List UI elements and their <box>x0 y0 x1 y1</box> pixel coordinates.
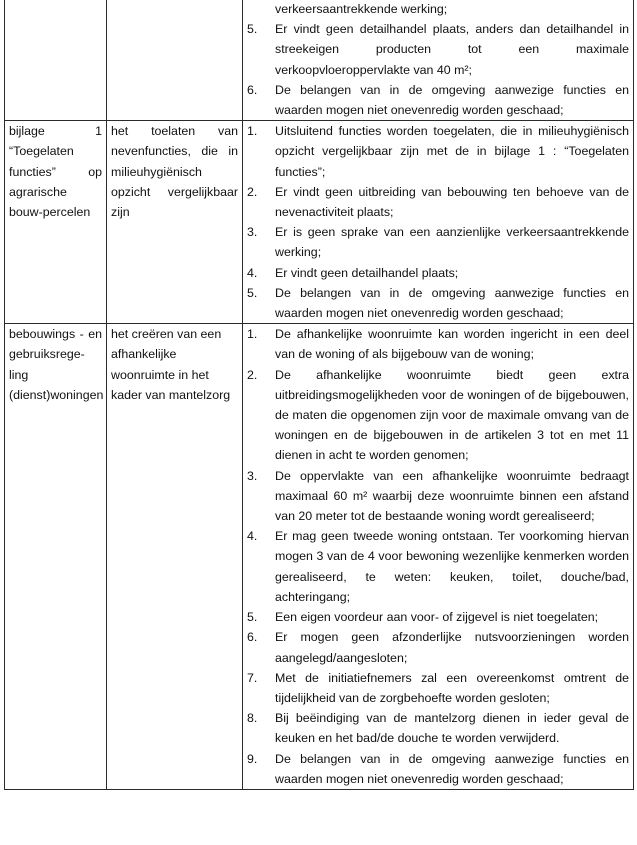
table-cell-subject <box>5 0 107 121</box>
table-row <box>5 121 634 324</box>
list-item: 3. Er is geen sprake van een aanzienlijke verkeersaantrekkende werking; <box>247 225 629 260</box>
list-item: 6. De belangen van in de omgeving aanwezige functies en waarden mogen niet onevenredig worden geschaad; <box>247 82 629 118</box>
list-item: 5. De belangen van in de omgeving aanwezige functies en waarden mogen niet onevenredig worden geschaad; <box>247 285 629 321</box>
list-item: 9. De belangen van in de omgeving aanwezige functies en waarden mogen niet onevenredig worden geschaad; <box>247 751 629 786</box>
list-item: verkeersaantrekkende werking; <box>275 2 448 16</box>
list-item: 4. Er mag geen tweede woning ontstaan. Ter voorkoming hiervan mogen 3 van de 4 voor bewoning wezenlijke kenmerken worden gerealiseerd, te weten: keuken, toilet, douche/bad, achteringang; <box>247 529 629 604</box>
list-item: 7. Met de initiatiefnemers zal een overeenkomst omtrent de tijdelijkheid van de zorgbehoefte worden gesloten; <box>247 670 629 705</box>
list-item: 6. Er mogen geen afzonderlijke nutsvoorzieningen worden aangelegd/aangesloten; <box>247 630 629 665</box>
list-item: 8. Bij beëindiging van de mantelzorg dienen in ieder geval de keuken en het bad/de douche te worden verwijderd. <box>247 711 629 746</box>
table-cell-conditions <box>243 0 634 121</box>
list-item: 3. De oppervlakte van een afhankelijke woonruimte bedraagt maximaal 60 m² waarbij deze woonruimte binnen een afstand van 20 meter tot de bestaande woning wordt gerealiseerd; <box>247 468 629 524</box>
table-cell-conditions <box>243 121 634 324</box>
list-item: 4. Er vindt geen detailhandel plaats; <box>247 265 459 280</box>
condition-list <box>247 324 629 789</box>
table-cell-subject: bebouwings - en gebruiksrege-ling (dienst)woningen <box>5 324 107 790</box>
table-cell-description: het toelaten van nevenfuncties, die in milieuhygiënisch opzicht vergelijkbaar zijn <box>107 121 243 324</box>
table-row <box>5 324 634 790</box>
table-cell-subject: bijlage 1 “Toegelaten functies” op agrarische bouw-percelen <box>5 121 107 324</box>
list-item: 1. Uitsluitend functies worden toegelaten, die in milieuhygiënisch opzicht vergelijkbaar zijn met de in bijlage 1 : “Toegelaten functies”; <box>247 124 629 179</box>
list-item: 2. Er vindt geen uitbreiding van bebouwing ten behoeve van de nevenactiviteit plaats; <box>247 184 629 220</box>
table-cell-description: het creëren van een afhankelijke woonruimte in het kader van mantelzorg <box>107 324 243 790</box>
condition-list <box>247 121 629 323</box>
condition-list <box>247 0 629 120</box>
list-item: 5. Er vindt geen detailhandel plaats, anders dan detailhandel in streekeigen producten tot een maximale verkoopvloeroppervlakte van 40 m²; <box>247 22 629 77</box>
list-item: 5. Een eigen voordeur aan voor- of zijgevel is niet toegelaten; <box>247 610 599 625</box>
table-row <box>5 0 634 121</box>
list-item: 1. De afhankelijke woonruimte kan worden ingericht in een deel van de woning of als bijgebouw van de woning; <box>247 327 629 362</box>
table-cell-description <box>107 0 243 121</box>
list-item: 2. De afhankelijke woonruimte biedt geen extra uitbreidingsmogelijkheden voor de woningen of de bijgebouwen, de maten die opgenomen zijn voor de maximale omvang van de woningen en de bijgebouwen in de artikelen 3 tot en met 11 dienen in acht te worden genomen; <box>247 367 629 463</box>
conditions-table <box>4 0 634 790</box>
table-cell-conditions <box>243 324 634 790</box>
